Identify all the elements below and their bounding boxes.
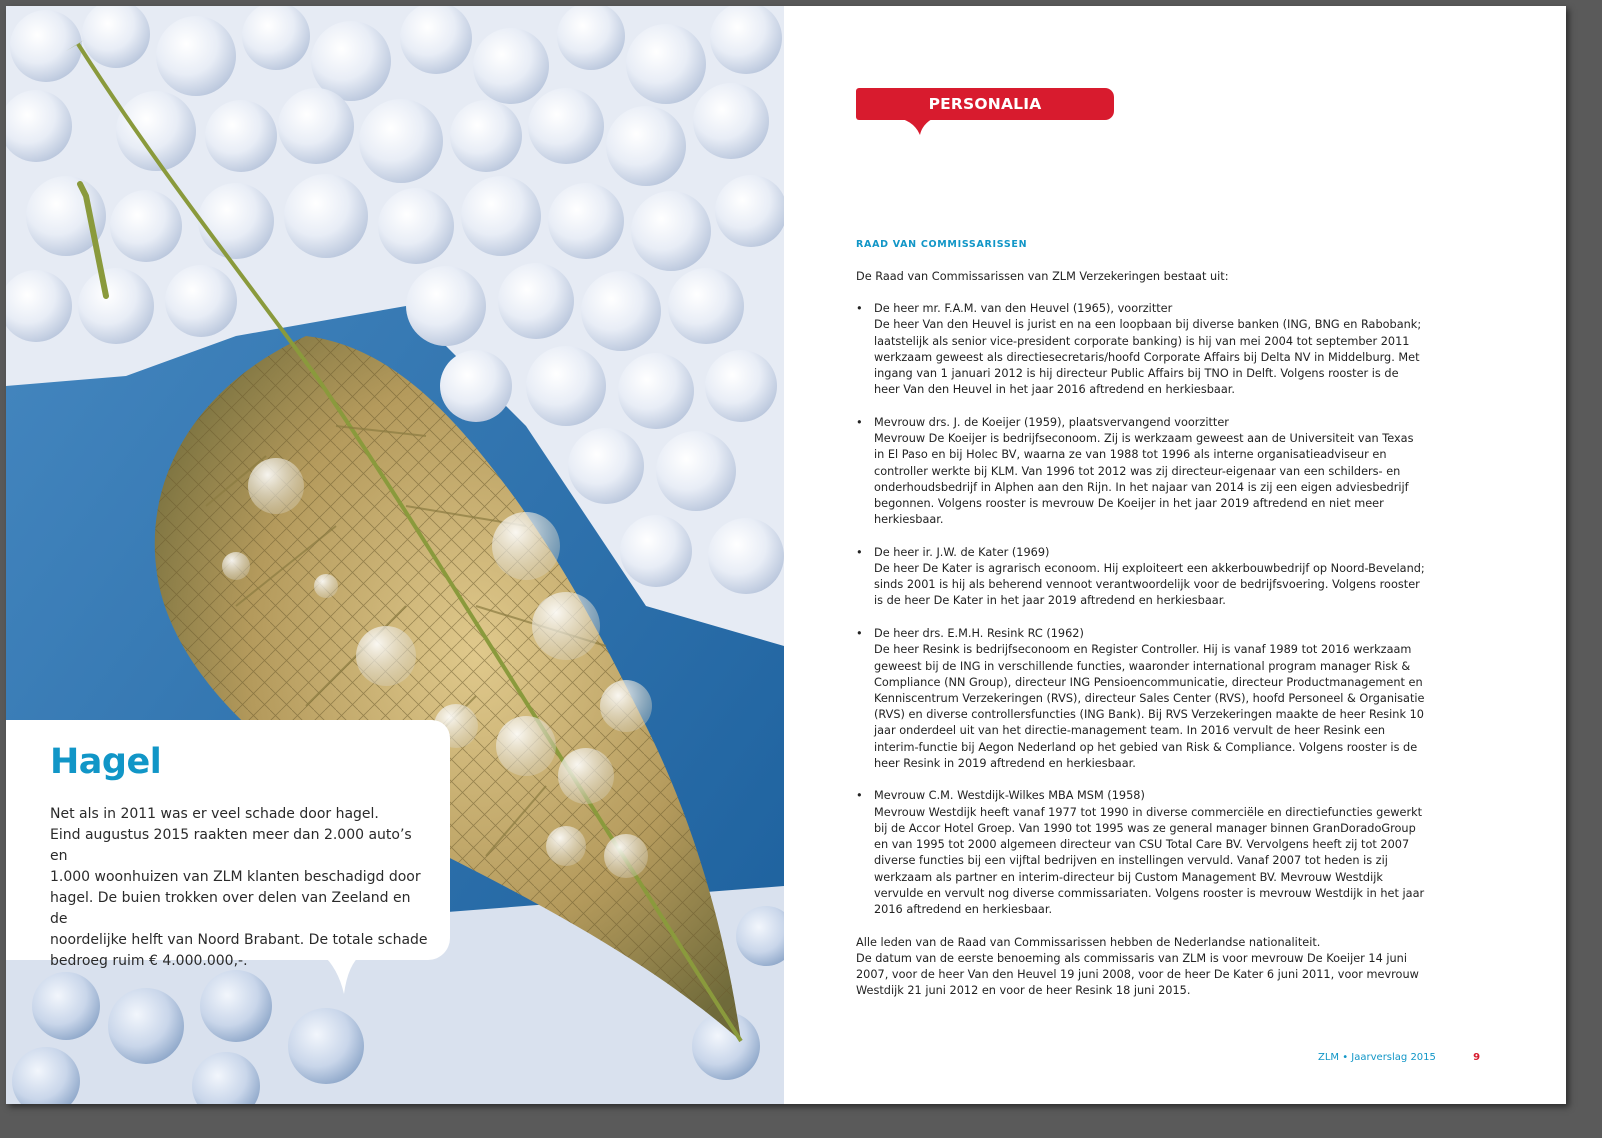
member-name: De heer ir. J.W. de Kater (1969) (874, 545, 1050, 559)
hagel-line: bedroeg ruim € 4.000.000,-. (50, 953, 248, 969)
closing-nationality: Alle leden van de Raad van Commissarissen hebben de Nederlandse nationaliteit. (856, 935, 1321, 949)
hagel-line: noordelijke helft van Noord Brabant. De totale schade (50, 932, 428, 948)
list-item (856, 626, 1426, 772)
member-bio: De heer Resink is bedrijfseconoom en Register Controller. Hij is vanaf 1989 tot 2016 werkzaam geweest bij de ING in verschillende functies, waaronder international program manager Risk & Compliance (NN Group), directeur ING Pensioencommunicatie, directeur Productmanagement en Kenniscentrum Verzekeringen (RVS), directeur Sales Center (RVS), hoofd Personeel & Organisatie (RVS) en diverse controllersfuncties (ING Bank). Bij RVS Verzekeringen maakte de heer Resink 10 jaar onderdeel uit van het directie-management team. In 2016 vervult de heer Resink een interim-functie bij Aegon Nederland op het gebied van Risk & Compliance. Volgens rooster is de heer Resink in 2019 aftredend en herkiesbaar. (874, 643, 1425, 770)
hagel-line: hagel. De buien trokken over delen van Zeeland en de (50, 890, 411, 927)
member-bio: De heer Van den Heuvel is jurist en na een loopbaan bij diverse banken (ING, BNG en Rabobank; laatstelijk als senior vice-president corporate banking) is hij van mei 2004 tot september 2011 werkzaam geweest als directiesecretaris/hoofd Corporate Affairs bij Delta NV in Middelburg. Met ingang van 1 januari 2012 is hij directeur Public Affairs bij TNO in Delft. Volgens rooster is de heer Van den Heuvel in het jaar 2016 aftredend en herkiesbaar. (874, 318, 1422, 397)
member-name: De heer drs. E.M.H. Resink RC (1962) (874, 627, 1084, 641)
hagel-title: Hagel (50, 742, 162, 782)
page-number: 9 (1473, 1052, 1481, 1063)
closing-text (856, 935, 1426, 1000)
bullet: • (856, 415, 863, 429)
closing-appointments: De datum van de eerste benoeming als commissaris van ZLM is voor mevrouw De Koeijer 14 juni 2007, voor de heer Van den Heuvel 19 juni 2008, voor de heer De Kater 6 juni 2011, voor mevrouw Westdijk 21 juni 2012 en voor de heer Resink 18 juni 2015. (856, 951, 1419, 998)
personalia-content (856, 238, 1426, 999)
page-footer (1318, 1052, 1480, 1063)
list-item (856, 301, 1426, 398)
section-tab-personalia: PERSONALIA (856, 88, 1114, 120)
member-bio: De heer De Kater is agrarisch econoom. Hij exploiteert een akkerbouwbedrijf op Noord-Beveland; sinds 2001 is hij als beherend vennoot verantwoordelijk voor de bedrijfsvoering. Volgens rooster is de heer De Kater in het jaar 2019 aftredend en herkiesbaar. (874, 562, 1425, 608)
member-bio: Mevrouw Westdijk heeft vanaf 1977 tot 1990 in diverse commerciële en directiefuncties gewerkt bij de Accor Hotel Groep. Van 1990 tot 1995 was ze general manager binnen GranDoradoGroup en van 1995 tot 2000 algemeen directeur van CSU Total Care BV. Vervolgens heeft zij tot 2007 diverse functies bij een vijftal bedrijven en instellingen vervuld. Vanaf 2007 tot heden is zij werkzaam als partner en interim-directeur bij Custom Management BV. Mevrouw Westdijk vervulde en vervult nog diverse commissariaten. Volgens rooster is mevrouw Westdijk in het jaar 2016 aftredend en herkiesbaar. (874, 805, 1425, 916)
list-item (856, 545, 1426, 610)
callout-tail (322, 954, 362, 996)
member-bio: Mevrouw De Koeijer is bedrijfseconoom. Zij is werkzaam geweest aan de Universiteit van Texas in El Paso en bij Holec BV, waarna ze van 1988 tot 1996 als interne organisatieadviseur en controller werkte bij KLM. Van 1996 tot 2012 was zij directeur-eigenaar van een schilders- en onderhoudsbedrijf in Alphen aan den Rijn. In het najaar van 2014 is zij een eigen adviesbedrijf begonnen. Volgens rooster is mevrouw De Koeijer in het jaar 2019 aftredend en niet meer herkiesbaar. (874, 432, 1414, 527)
list-item (856, 415, 1426, 528)
member-name: Mevrouw C.M. Westdijk-Wilkes MBA MSM (1958) (874, 789, 1145, 803)
hagel-line: 1.000 woonhuizen van ZLM klanten beschadigd door (50, 869, 421, 885)
subheading-rvc: RAAD VAN COMMISSARISSEN (856, 239, 1028, 250)
document-spread (6, 6, 1566, 1104)
hagel-line: Eind augustus 2015 raakten meer dan 2.000 auto’s en (50, 827, 412, 864)
section-tab-tail (902, 119, 932, 139)
member-name: Mevrouw drs. J. de Koeijer (1959), plaatsvervangend voorzitter (874, 415, 1229, 429)
hagel-line: Net als in 2011 was er veel schade door hagel. (50, 806, 379, 822)
member-list (856, 301, 1426, 918)
member-name: De heer mr. F.A.M. van den Heuvel (1965), voorzitter (874, 302, 1173, 316)
hagel-text (50, 804, 430, 972)
list-item (856, 788, 1426, 918)
hagel-callout (6, 720, 450, 969)
intro-text: De Raad van Commissarissen van ZLM Verzekeringen bestaat uit: (856, 270, 1229, 283)
right-page (784, 6, 1566, 1104)
left-page (6, 6, 784, 1104)
bullet: • (856, 302, 863, 316)
bullet: • (856, 545, 863, 559)
bullet: • (856, 627, 863, 641)
footer-publication: ZLM • Jaarverslag 2015 (1318, 1052, 1436, 1063)
bullet: • (856, 789, 863, 803)
